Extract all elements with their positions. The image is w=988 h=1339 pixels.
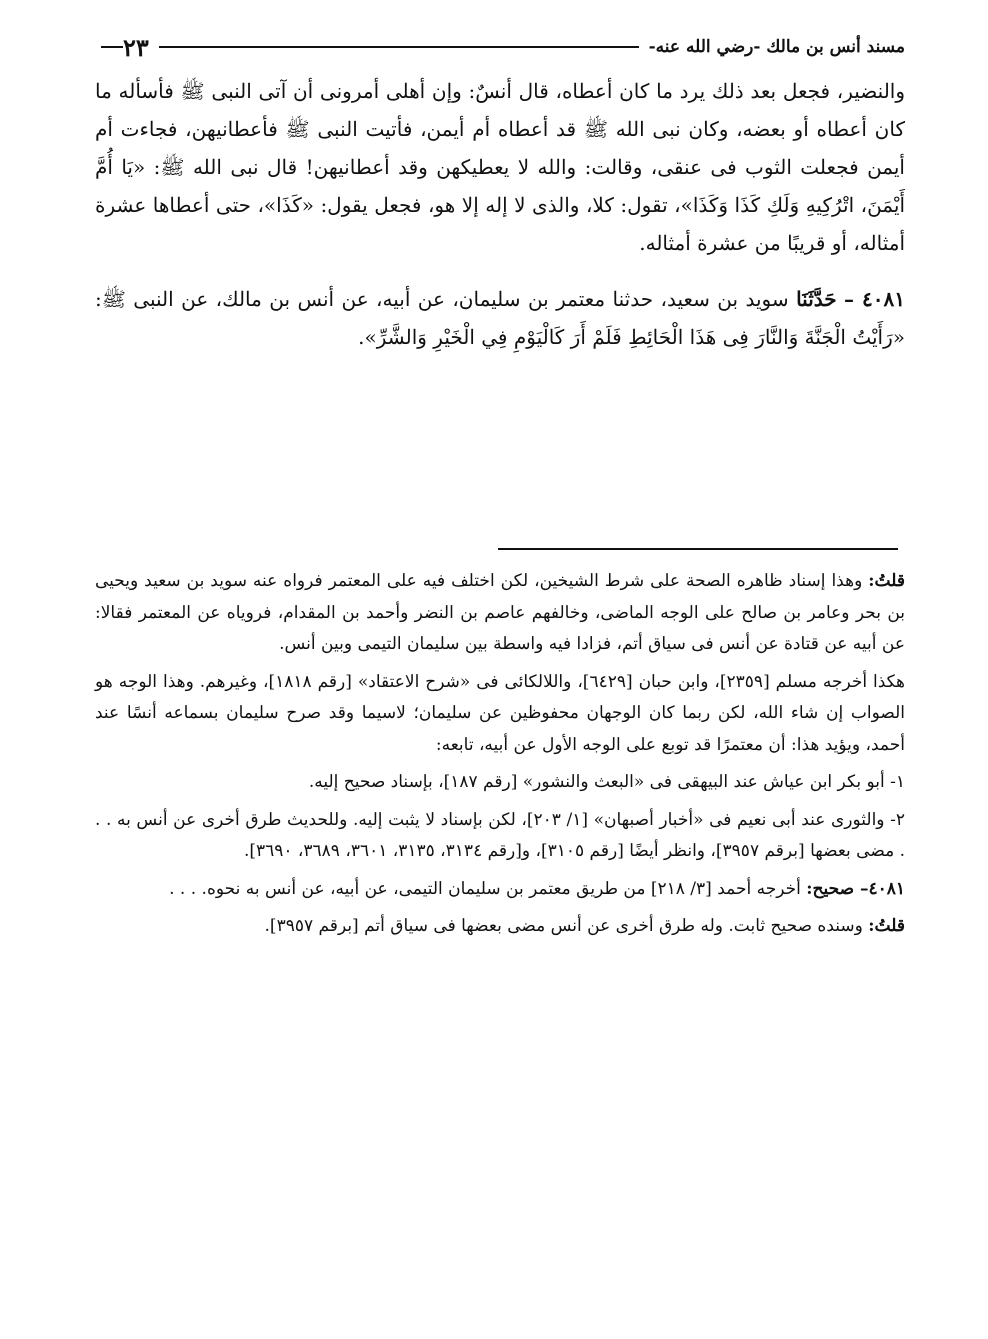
footnote-paragraph xyxy=(95,667,905,762)
footnotes xyxy=(95,566,905,949)
footnote-paragraph xyxy=(95,767,905,799)
header-rule xyxy=(159,46,639,48)
footnote-paragraph xyxy=(95,911,905,943)
running-header xyxy=(95,30,905,64)
footnote-text: وسنده صحيح ثابت. وله طرق أخرى عن أنس مضى بعضها فى سياق أتم [برقم ٣٩٥٧]. xyxy=(264,916,863,936)
footnote-text: هكذا أخرجه مسلم [٢٣٥٩]، وابن حبان [٦٤٢٩]، واللالكائى فى «شرح الاعتقاد» [رقم ١٨١٨]، وغيرهم. وهذا الوجه هو الصواب إن شاء الله، لكن ربما كان الوجهان محفوظين عن سليمان؛ لاسيما وقد صرح سليمان بسماعه أنسًا عند أحمد، ويؤيد هذا: أن معتمرًا قد توبع على الوجه الأول عن أبيه، تابعه: xyxy=(95,671,906,755)
footnote-paragraph xyxy=(95,874,905,906)
footnote-separator xyxy=(498,548,898,550)
footnote-text: ١- أبو بكر ابن عياش عند البيهقى فى «البعث والنشور» [رقم ١٨٧]، بإسناد صحيح إليه. xyxy=(308,772,905,792)
footnote-lead: قلتُ: xyxy=(868,916,905,936)
hadith-number: ٤٠٨١ – xyxy=(844,287,906,311)
header-dash xyxy=(101,46,123,48)
footnote-lead: ٤٠٨١– صحيح: xyxy=(806,878,905,899)
footnote-text: وهذا إسناد ظاهره الصحة على شرط الشيخين، لكن اختلف فيه على المعتمر فرواه عنه سويد بن سعيد ويحيى بن بحر وعامر بن صالح على الوجه الماضى، وخالفهم عاصم بن النضر وأحمد بن المقدام، فروياه عن المعتمر فقالا: عن أبيه عن قتادة عن أنس فى سياق أتم، فزادا فيه واسطة بين سليمان التيمى وبين أنس. xyxy=(95,571,905,654)
running-title: مسند أنس بن مالك -رضي الله عنه- xyxy=(648,37,905,57)
main-text xyxy=(95,72,905,356)
hadith-lead: حَدَّثَنَا xyxy=(796,287,837,311)
page-number: ٢٣ xyxy=(123,32,149,62)
footnote-text: ٢- والثورى عند أبى نعيم فى «أخبار أصبهان» [١/ ٢٠٣]، لكن بإسناد لا يثبت إليه. وللحديث طرق أخرى عن أنس به . . . مضى بعضها [برقم ٣٩٥٧]، وانظر أيضًا [رقم ٣١٠٥]، و[رقم ٣١٣٤، ٣١٣٥، ٣٦٠١، ٣٦٨٩، ٣٦٩٠]. xyxy=(95,809,905,861)
footnote-paragraph xyxy=(95,805,905,868)
main-paragraph: والنضير، فجعل بعد ذلك يرد ما كان أعطاه، قال أنسٌ: وإن أهلى أمرونى أن آتى النبى ﷺ فأسأله ما كان أعطاه أو بعضه، وكان نبى الله ﷺ قد أعطاه أم أيمن، فأتيت النبى ﷺ فأعطانيهن، فجاءت أم أيمن فجعلت الثوب فى عنقى، وقالت: والله لا يعطيكهن وقد أعطانيهن! قال نبى الله ﷺ: «يَا أُمَّ أَيْمَنَ، اتْرُكِيهِ وَلَكِ كَذَا وَكَذَا»، تقول: كلا، والذى لا إله إلا هو، فجعل يقول: «كَذَا»، حتى أعطاها عشرة أمثاله، أو قريبًا من عشرة أمثاله. xyxy=(95,79,905,255)
footnote-paragraph xyxy=(95,566,905,661)
hadith-text: سويد بن سعيد، حدثنا معتمر بن سليمان، عن أبيه، عن أنس بن مالك، عن النبى ﷺ: «رَأَيْتُ الْجَنَّةَ وَالنَّارَ فِى هَذَا الْحَائِطِ فَلَمْ أَرَ كَالْيَوْمِ فِي الْخَيْرِ وَالشَّرِّ». xyxy=(95,287,905,349)
footnote-text: أخرجه أحمد [٣/ ٢١٨] من طريق معتمر بن سليمان التيمى، عن أبيه، عن أنس به نحوه. . . . xyxy=(169,878,801,899)
hadith-paragraph xyxy=(95,280,905,356)
footnote-lead: قلتُ: xyxy=(868,571,905,591)
